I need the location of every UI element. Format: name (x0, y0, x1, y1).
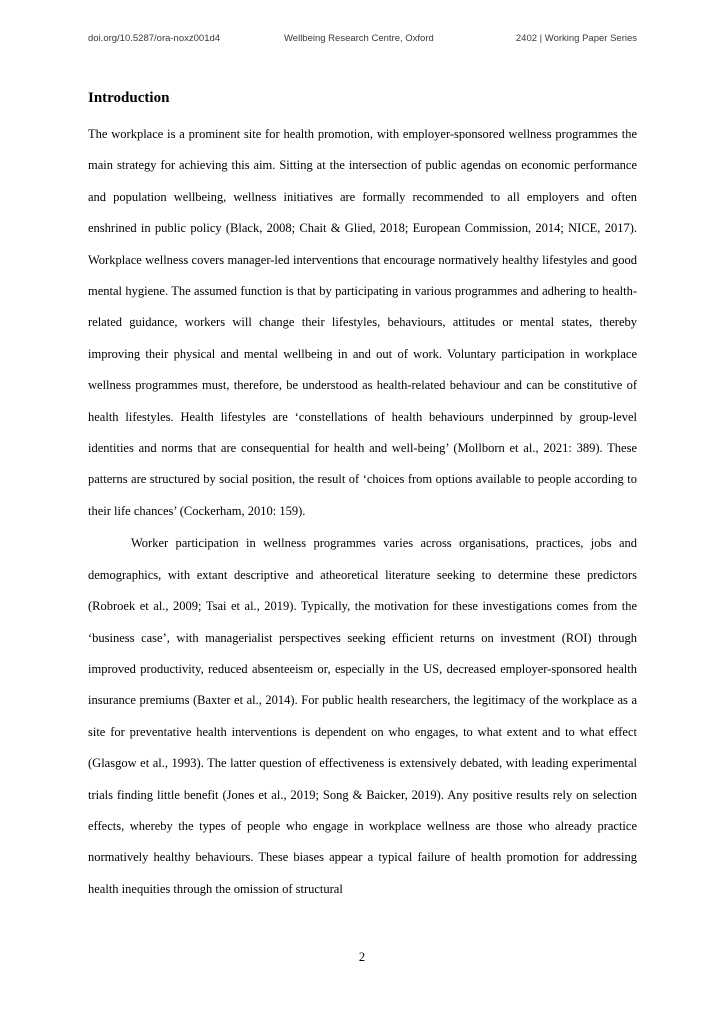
page-number: 2 (358, 950, 366, 964)
header-institution: Wellbeing Research Centre, Oxford (284, 33, 434, 44)
header-doi: doi.org/10.5287/ora-noxz001d4 (88, 33, 221, 44)
running-header (88, 33, 637, 47)
paragraph-1: The workplace is a prominent site for health promotion, with employer-sponsored wellness programmes the main strategy for achieving this aim. Sitting at the intersection of public agendas on economic performance and population wellbeing, wellness initiatives are formally recommended to all employers and often enshrined in public policy (Black, 2008; Chait & Glied, 2018; European Commission, 2014; NICE, 2017). Workplace wellness covers manager-led interventions that encourage normatively healthy lifestyles and good mental hygiene. The assumed function is that by participating in various programmes and adhering to health-related guidance, workers will change their lifestyles, behaviours, attitudes or mental states, thereby improving their physical and mental wellbeing in and out of work. Voluntary participation in workplace wellness programmes must, therefore, be understood as health-related behaviour and can be constitutive of health lifestyles. Health lifestyles are ‘constellations of health behaviours underpinned by group-level identities and norms that are consequential for health and well-being’ (Mollborn et al., 2021: 389). These patterns are structured by social position, the result of ‘choices from options available to people according to their life chances’ (Cockerham, 2010: 159). (88, 127, 637, 518)
paragraph-2: Worker participation in wellness programmes varies across organisations, practices, jobs and demographics, with extant descriptive and atheoretical literature seeking to determine these predictors (Robroek et al., 2009; Tsai et al., 2019). Typically, the motivation for these investigations comes from the ‘business case’, with managerialist perspectives seeking efficient returns on investment (ROI) through improved productivity, reduced absenteeism or, especially in the US, decreased employer-sponsored health insurance premiums (Baxter et al., 2014). For public health researchers, the legitimacy of the workplace as a site for preventative health interventions is dependent on who engages, to what extent and to what effect (Glasgow et al., 1993). The latter question of effectiveness is extensively debated, with leading experimental trials finding little benefit (Jones et al., 2019; Song & Baicker, 2019). Any positive results rely on selection effects, whereby the types of people who engage in workplace wellness are those who already practice normatively healthy behaviours. These biases appear a typical failure of health promotion for addressing health inequities through the omission of structural (88, 536, 637, 896)
header-series: 2402 | Working Paper Series (515, 33, 637, 44)
section-title: Introduction (88, 90, 170, 106)
body-content (88, 88, 637, 905)
